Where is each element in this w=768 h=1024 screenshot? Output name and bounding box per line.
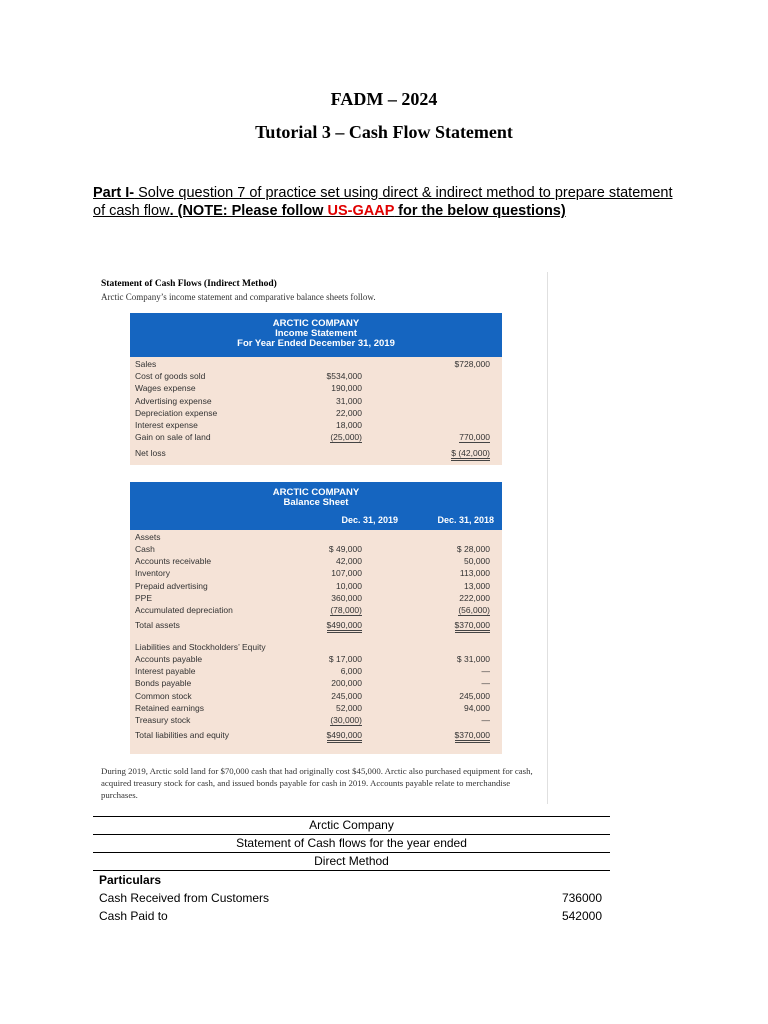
row-value-first: 10,000: [336, 580, 362, 591]
statement-row: [130, 568, 502, 580]
cf-particulars: Particulars: [99, 873, 162, 887]
balance-company: ARCTIC COMPANY: [272, 487, 360, 498]
cf-title: Statement of Cash flows for the year ended: [93, 834, 610, 852]
row-value-first: 245,000: [331, 690, 362, 701]
row-value-second: $ (42,000): [451, 448, 490, 461]
income-statement-title: Income Statement: [275, 328, 357, 339]
row-value-first: 190,000: [331, 383, 362, 394]
income-period: For Year Ended December 31, 2019: [237, 338, 395, 349]
balance-col-2019: Dec. 31, 2019: [341, 515, 398, 525]
row-value-first: $534,000: [326, 371, 362, 382]
row-value-first: 360,000: [331, 592, 362, 603]
cf-line: [93, 907, 610, 925]
statement-row: [130, 432, 502, 444]
row-value-first: 42,000: [336, 556, 362, 567]
row-value-first: 200,000: [331, 678, 362, 689]
row-label: Interest payable: [135, 666, 196, 677]
row-value-first: 107,000: [331, 568, 362, 579]
row-label: Retained earnings: [135, 702, 204, 713]
row-value-second: 94,000: [464, 702, 490, 713]
part-note-a: . (NOTE: Please follow: [169, 203, 328, 219]
row-value-second: 113,000: [459, 568, 490, 579]
cf-line: [93, 889, 610, 907]
row-label: Prepaid advertising: [135, 580, 208, 591]
row-value-first: 52,000: [336, 702, 362, 713]
statement-row: [130, 730, 502, 742]
row-label: Sales: [135, 359, 157, 369]
balance-sheet-box: [130, 482, 502, 754]
cf-line-amount: 542000: [561, 909, 602, 923]
row-label: Net loss: [135, 448, 166, 459]
row-label: Inventory: [135, 568, 170, 579]
row-label: Wages expense: [135, 383, 196, 394]
row-value-second: 245,000: [459, 690, 490, 701]
row-value-second: 222,000: [459, 592, 490, 603]
statement-row: [130, 703, 502, 715]
statement-row: [130, 544, 502, 556]
statement-row: [130, 593, 502, 605]
textbook-figure: [96, 272, 548, 804]
statement-row: [130, 715, 502, 727]
statement-row: [130, 448, 502, 460]
liabilities-heading: [130, 642, 502, 654]
row-value-first: 6,000: [340, 666, 362, 677]
row-value-first: $ 17,000: [328, 654, 362, 664]
liabilities-label: Liabilities and Stockholders’ Equity: [135, 642, 266, 652]
part-text: Solve question 7 of practice set using direct & indirect method to prepare statement of cash flow: [93, 185, 673, 219]
figure-subheading: Arctic Company’s income statement and comparative balance sheets follow.: [101, 292, 376, 302]
cf-method: Direct Method: [93, 852, 610, 871]
cf-line-amount: 736000: [561, 891, 602, 905]
row-label: PPE: [135, 592, 153, 603]
row-label: Total assets: [135, 620, 180, 631]
row-value-second: 50,000: [464, 556, 490, 567]
assets-heading: [130, 532, 502, 544]
document-subtitle: Tutorial 3 – Cash Flow Statement: [255, 122, 513, 142]
row-label: Accounts payable: [135, 654, 203, 664]
part-label: Part I-: [93, 185, 135, 201]
row-label: Accumulated depreciation: [135, 605, 233, 615]
gaap-highlight: US-GAAP: [327, 203, 395, 219]
part-note-b: for the below questions): [394, 203, 566, 219]
row-value-second: 13,000: [464, 580, 490, 591]
statement-row: [130, 359, 502, 371]
row-value-first: $ 49,000: [328, 544, 362, 554]
statement-row: [130, 666, 502, 678]
row-value-first: 18,000: [336, 420, 362, 430]
row-label: Advertising expense: [135, 395, 212, 406]
figure-heading: Statement of Cash Flows (Indirect Method): [101, 279, 277, 289]
income-statement-box: [130, 313, 502, 465]
row-label: Depreciation expense: [135, 407, 218, 418]
row-value-second: —: [481, 715, 490, 725]
statement-row: [130, 420, 502, 432]
statement-row: [130, 678, 502, 690]
row-value-first: $490,000: [327, 730, 362, 743]
row-label: Common stock: [135, 690, 192, 701]
row-value-second: —: [481, 666, 490, 677]
row-label: Treasury stock: [135, 715, 191, 725]
assets-label: Assets: [135, 532, 161, 542]
row-label: Accounts receivable: [135, 556, 212, 567]
row-value-second: $ 28,000: [456, 544, 490, 554]
figure-note: During 2019, Arctic sold land for $70,000 cash that had originally cost $45,000. Arctic also purchased equipment for cash, acquired treasury stock for cash, and issued bonds payable for cash in 2019. Accounts payable relate to merchandise purchases.: [101, 766, 533, 800]
statement-row: [130, 408, 502, 420]
row-value-second: $728,000: [454, 359, 490, 369]
row-label: Gain on sale of land: [135, 432, 211, 443]
row-value-second: $370,000: [455, 620, 490, 633]
row-value-second: $ 31,000: [456, 654, 490, 664]
row-label: Bonds payable: [135, 678, 192, 689]
statement-row: [130, 620, 502, 632]
statement-row: [130, 556, 502, 568]
cash-flow-statement: [93, 816, 610, 925]
balance-sheet-header: [130, 482, 502, 530]
part-instructions: [93, 184, 683, 220]
row-value-second: $370,000: [455, 730, 490, 743]
balance-statement-title: Balance Sheet: [283, 497, 349, 508]
row-value-first: $490,000: [327, 620, 362, 633]
row-label: Cost of goods sold: [135, 371, 206, 382]
row-value-second: —: [481, 678, 490, 689]
row-value-first: (78,000): [330, 605, 362, 615]
statement-row: [130, 654, 502, 666]
row-label: Cash: [135, 544, 155, 554]
row-value-first: (25,000): [330, 432, 362, 443]
statement-row: [130, 383, 502, 395]
statement-row: [130, 371, 502, 383]
document-title: FADM – 2024: [330, 89, 438, 109]
statement-row: [130, 605, 502, 617]
row-value-second: 770,000: [459, 432, 490, 443]
row-value-second: (56,000): [458, 605, 490, 615]
statement-row: [130, 396, 502, 408]
row-value-first: 22,000: [336, 407, 362, 418]
row-label: Total liabilities and equity: [135, 730, 230, 741]
row-label: Interest expense: [135, 420, 198, 430]
statement-row: [130, 691, 502, 703]
cf-line-label: Cash Paid to: [99, 909, 168, 923]
statement-row: [130, 581, 502, 593]
income-company: ARCTIC COMPANY: [272, 318, 360, 329]
balance-col-2018: Dec. 31, 2018: [437, 515, 494, 525]
row-value-first: (30,000): [330, 715, 362, 725]
cf-line-label: Cash Received from Customers: [99, 891, 270, 905]
cf-company: Arctic Company: [93, 816, 610, 834]
row-value-first: 31,000: [336, 395, 362, 406]
income-statement-header: [130, 313, 502, 357]
